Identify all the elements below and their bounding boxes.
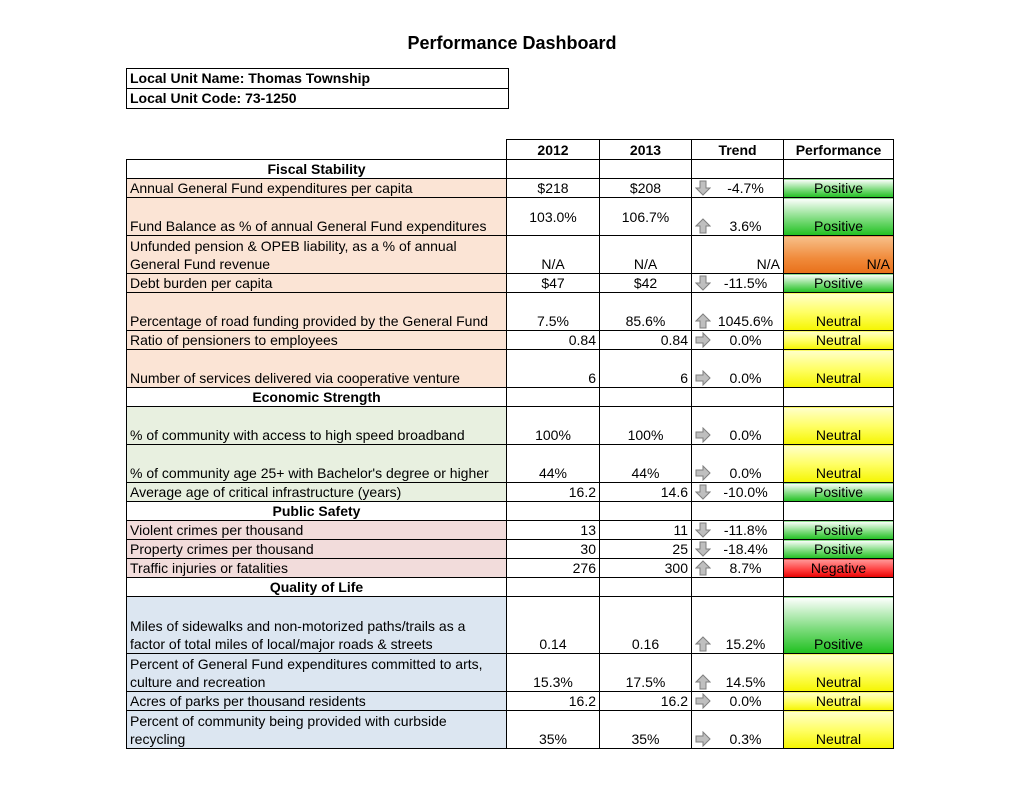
metric-label: Violent crimes per thousand: [127, 521, 507, 540]
performance-badge: Positive: [784, 540, 894, 559]
table-row: [127, 711, 894, 749]
performance-badge: Positive: [784, 274, 894, 293]
performance-badge: Neutral: [784, 293, 894, 331]
value-2012: 13: [507, 521, 600, 540]
metric-label: Percentage of road funding provided by the General Fund: [127, 293, 507, 331]
arrow-down-icon: [695, 275, 711, 291]
arrow-right-icon: [695, 427, 711, 443]
trend-cell: [692, 692, 784, 711]
value-2012: $218: [507, 179, 600, 198]
trend-value: -4.7%: [727, 180, 764, 196]
value-2013: N/A: [600, 236, 692, 274]
performance-badge: Neutral: [784, 331, 894, 350]
performance-badge: Positive: [784, 198, 894, 236]
section-empty-cell: [784, 160, 894, 179]
metric-label: Unfunded pension & OPEB liability, as a % of annual General Fund revenue: [127, 236, 507, 274]
arrow-up-icon: [695, 313, 711, 329]
value-2013: 0.16: [600, 597, 692, 654]
table-row: [127, 521, 894, 540]
value-2013: $208: [600, 179, 692, 198]
trend-cell: [692, 350, 784, 388]
section-empty-cell: [507, 160, 600, 179]
metric-label: % of community with access to high speed broadband: [127, 407, 507, 445]
trend-value: 3.6%: [729, 218, 762, 234]
trend-value: -10.0%: [723, 484, 768, 500]
table-row: [127, 274, 894, 293]
section-empty-cell: [507, 502, 600, 521]
value-2012: 35%: [507, 711, 600, 749]
value-2013: 85.6%: [600, 293, 692, 331]
table-row: [127, 407, 894, 445]
trend-value: -11.8%: [723, 522, 768, 538]
arrow-down-icon: [695, 541, 711, 557]
table-row: [127, 483, 894, 502]
trend-cell: [692, 198, 784, 236]
performance-badge: N/A: [784, 236, 894, 274]
metric-label: Fund Balance as % of annual General Fund expenditures: [127, 198, 507, 236]
metric-label: Miles of sidewalks and non-motorized paths/trails as a factor of total miles of local/major roads & streets: [127, 597, 507, 654]
trend-value: 0.0%: [729, 332, 762, 348]
trend-cell: [692, 521, 784, 540]
value-2012: 7.5%: [507, 293, 600, 331]
value-2012: 0.14: [507, 597, 600, 654]
performance-badge: Neutral: [784, 711, 894, 749]
table-row: [127, 559, 894, 578]
header-blank: [127, 140, 507, 160]
trend-value: 14.5%: [725, 674, 766, 690]
performance-table: [126, 139, 894, 749]
value-2012: $47: [507, 274, 600, 293]
section-row: [127, 160, 894, 179]
arrow-up-icon: [695, 560, 711, 576]
trend-cell: [692, 445, 784, 483]
value-2013: 25: [600, 540, 692, 559]
trend-cell: [692, 559, 784, 578]
value-2012: 16.2: [507, 483, 600, 502]
local-unit-code: Local Unit Code: 73-1250: [130, 90, 297, 106]
table-row: [127, 540, 894, 559]
value-2013: 300: [600, 559, 692, 578]
arrow-right-icon: [695, 370, 711, 386]
metric-label: Ratio of pensioners to employees: [127, 331, 507, 350]
table-row: [127, 293, 894, 331]
value-2013: 44%: [600, 445, 692, 483]
metric-label: Traffic injuries or fatalities: [127, 559, 507, 578]
metric-label: Percent of community being provided with curbside recycling: [127, 711, 507, 749]
value-2013: 0.84: [600, 331, 692, 350]
local-unit-box: [126, 68, 509, 109]
trend-value: 0.3%: [729, 731, 762, 747]
value-2013: 6: [600, 350, 692, 388]
metric-label: Property crimes per thousand: [127, 540, 507, 559]
value-2013: 106.7%: [600, 198, 692, 236]
section-title: Economic Strength: [127, 388, 507, 407]
performance-badge: Positive: [784, 597, 894, 654]
trend-value: -11.5%: [723, 275, 768, 291]
value-2013: 16.2: [600, 692, 692, 711]
arrow-right-icon: [695, 465, 711, 481]
table-row: [127, 350, 894, 388]
value-2012: 44%: [507, 445, 600, 483]
value-2013: 11: [600, 521, 692, 540]
metric-label: Percent of General Fund expenditures committed to arts, culture and recreation: [127, 654, 507, 692]
trend-cell: [692, 274, 784, 293]
trend-cell: [692, 483, 784, 502]
value-2013: 14.6: [600, 483, 692, 502]
performance-badge: Neutral: [784, 350, 894, 388]
performance-badge: Positive: [784, 521, 894, 540]
trend-value: 8.7%: [729, 560, 762, 576]
section-title: Quality of Life: [127, 578, 507, 597]
value-2013: $42: [600, 274, 692, 293]
performance-badge: Negative: [784, 559, 894, 578]
section-empty-cell: [507, 388, 600, 407]
metric-label: Debt burden per capita: [127, 274, 507, 293]
trend-value: N/A: [756, 256, 780, 272]
trend-cell: [692, 236, 784, 274]
trend-value: 0.0%: [729, 693, 762, 709]
section-row: [127, 388, 894, 407]
table-row: [127, 654, 894, 692]
section-empty-cell: [692, 388, 784, 407]
header-2012: 2012: [507, 140, 600, 160]
table-row: [127, 445, 894, 483]
header-2013: 2013: [600, 140, 692, 160]
value-2013: 100%: [600, 407, 692, 445]
trend-cell: [692, 654, 784, 692]
value-2012: 0.84: [507, 331, 600, 350]
arrow-up-icon: [695, 674, 711, 690]
trend-cell: [692, 597, 784, 654]
table-row: [127, 236, 894, 274]
metric-label: % of community age 25+ with Bachelor's degree or higher: [127, 445, 507, 483]
section-row: [127, 578, 894, 597]
section-empty-cell: [600, 388, 692, 407]
trend-cell: [692, 711, 784, 749]
value-2012: 16.2: [507, 692, 600, 711]
value-2012: 30: [507, 540, 600, 559]
header-performance: Performance: [784, 140, 894, 160]
section-empty-cell: [600, 502, 692, 521]
section-empty-cell: [692, 578, 784, 597]
section-empty-cell: [692, 502, 784, 521]
trend-value: -18.4%: [723, 541, 768, 557]
arrow-down-icon: [695, 484, 711, 500]
page-title: Performance Dashboard: [407, 33, 617, 53]
performance-badge: Neutral: [784, 407, 894, 445]
performance-badge: Neutral: [784, 445, 894, 483]
section-empty-cell: [507, 578, 600, 597]
header-row: [127, 140, 894, 160]
section-title: Public Safety: [127, 502, 507, 521]
table-row: [127, 179, 894, 198]
arrow-right-icon: [695, 693, 711, 709]
metric-label: Number of services delivered via cooperative venture: [127, 350, 507, 388]
performance-badge: Positive: [784, 179, 894, 198]
trend-cell: [692, 331, 784, 350]
trend-value: 1045.6%: [717, 313, 774, 329]
value-2012: 276: [507, 559, 600, 578]
trend-value: 0.0%: [729, 370, 762, 386]
section-empty-cell: [692, 160, 784, 179]
trend-value: 0.0%: [729, 427, 762, 443]
value-2012: 15.3%: [507, 654, 600, 692]
table-row: [127, 331, 894, 350]
section-empty-cell: [784, 388, 894, 407]
performance-badge: Positive: [784, 483, 894, 502]
performance-badge: Neutral: [784, 654, 894, 692]
arrow-right-icon: [695, 731, 711, 747]
section-row: [127, 502, 894, 521]
performance-badge: Neutral: [784, 692, 894, 711]
trend-cell: [692, 293, 784, 331]
section-title: Fiscal Stability: [127, 160, 507, 179]
trend-cell: [692, 179, 784, 198]
section-empty-cell: [784, 578, 894, 597]
table-row: [127, 198, 894, 236]
arrow-down-icon: [695, 180, 711, 196]
arrow-up-icon: [695, 218, 711, 234]
section-empty-cell: [600, 160, 692, 179]
local-unit-name: Local Unit Name: Thomas Township: [127, 69, 508, 89]
section-empty-cell: [600, 578, 692, 597]
value-2013: 17.5%: [600, 654, 692, 692]
arrow-down-icon: [695, 522, 711, 538]
table-row: [127, 692, 894, 711]
value-2012: 6: [507, 350, 600, 388]
trend-cell: [692, 540, 784, 559]
metric-label: Annual General Fund expenditures per capita: [127, 179, 507, 198]
header-trend: Trend: [692, 140, 784, 160]
trend-cell: [692, 407, 784, 445]
section-empty-cell: [784, 502, 894, 521]
value-2012: 103.0%: [507, 198, 600, 236]
value-2012: N/A: [507, 236, 600, 274]
metric-label: Acres of parks per thousand residents: [127, 692, 507, 711]
value-2012: 100%: [507, 407, 600, 445]
trend-value: 15.2%: [725, 636, 766, 652]
arrow-up-icon: [695, 636, 711, 652]
metric-label: Average age of critical infrastructure (years): [127, 483, 507, 502]
arrow-right-icon: [695, 332, 711, 348]
trend-value: 0.0%: [729, 465, 762, 481]
table-row: [127, 597, 894, 654]
value-2013: 35%: [600, 711, 692, 749]
